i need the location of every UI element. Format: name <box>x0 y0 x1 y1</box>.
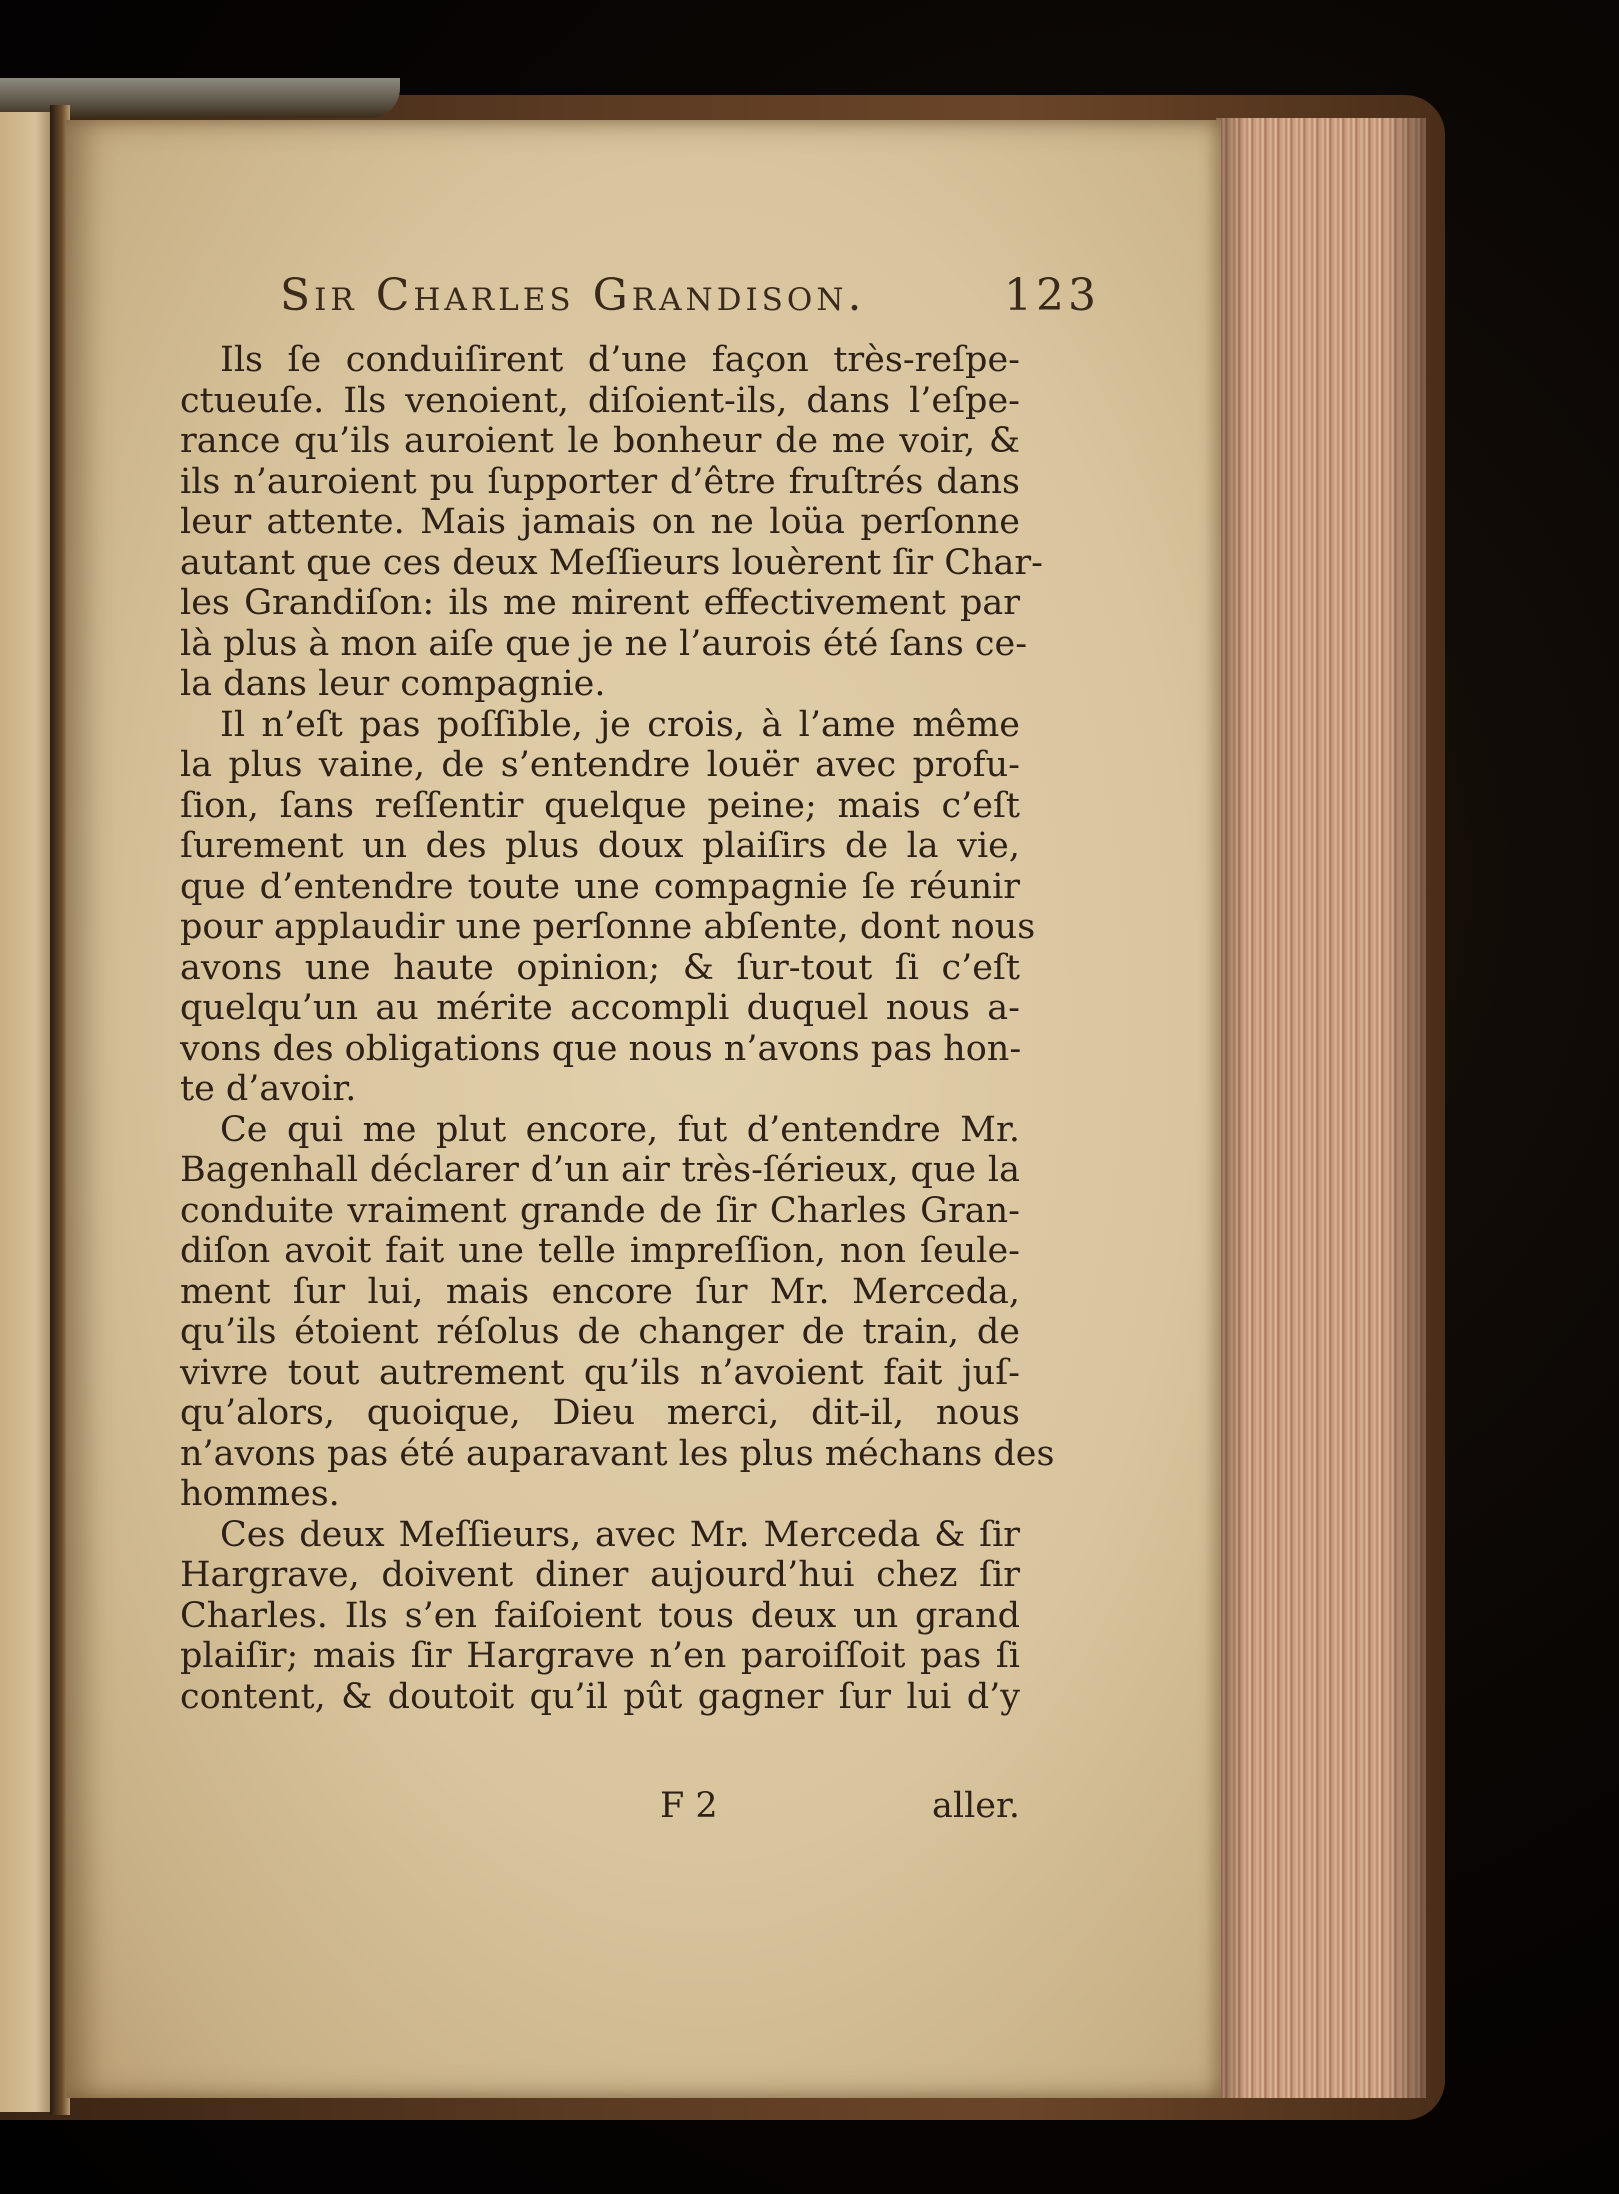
page-number: 123 <box>1004 270 1100 321</box>
text-line: plaiſir; mais ſir Hargrave n’en paroiſſoit pas ſi <box>180 1636 1020 1676</box>
text-line: vivre tout autrement qu’ils n’avoient fait juſ- <box>180 1352 1020 1393</box>
text-line: diſon avoit fait une telle impreſſion, non ſeule- <box>180 1231 1020 1271</box>
text-line: ctueuſe. Ils venoient, diſoient-ils, dans l’eſpe- <box>180 380 1020 421</box>
text-line: ſion, ſans reſſentir quelque peine; mais c’eſt <box>180 785 1020 826</box>
text-line: ment ſur lui, mais encore ſur Mr. Merceda, <box>180 1271 1020 1312</box>
text-line: conduite vraiment grande de ſir Charles Gran- <box>180 1190 1020 1231</box>
text-line: Ils ſe conduiſirent d’une façon très-reſpe- <box>220 340 1020 380</box>
running-title: Sir Charles Grandison. <box>280 270 866 321</box>
catchword: aller. <box>932 1786 1020 1826</box>
text-line: que d’entendre toute une compagnie ſe réunir <box>180 866 1020 907</box>
text-line: qu’ils étoient réſolus de changer de train, de <box>180 1312 1020 1352</box>
text-line: là plus à mon aiſe que je ne l’aurois été ſans ce- <box>180 623 1028 664</box>
signature-line <box>660 1786 1020 1830</box>
text-line: qu’alors, quoique, Dieu merci, dit-il, nous <box>180 1393 1020 1433</box>
text-line: Il n’eſt pas poſſible, je crois, à l’ame même <box>220 704 1020 745</box>
text-line: avons une haute opinion; & ſur-tout ſi c’eſt <box>180 947 1020 988</box>
text-line: content, & doutoit qu’il pût gagner ſur lui d’y <box>180 1676 1020 1717</box>
text-line: Ces deux Meſſieurs, avec Mr. Merceda & ſir <box>220 1514 1020 1555</box>
text-line: les Grandiſon: ils me mirent effectivement par <box>180 583 1020 623</box>
text-line: autant que ces deux Meſſieurs louèrent ſir Char- <box>180 542 1043 583</box>
body-text <box>180 340 1055 1717</box>
text-line: hommes. <box>180 1474 340 1514</box>
text-line: vons des obligations que nous n’avons pas hon- <box>180 1028 1022 1069</box>
running-head <box>280 270 1100 330</box>
text-line: pour applaudir une perſonne abſente, dont nous <box>180 907 1036 947</box>
fore-edge-shading <box>1216 118 1426 2098</box>
text-line: Ce qui me plut encore, fut d’entendre Mr. <box>220 1109 1020 1150</box>
text-line: ils n’auroient pu ſupporter d’être fruſtrés dans <box>180 461 1020 502</box>
text-line: Charles. Ils s’en faiſoient tous deux un grand <box>180 1595 1020 1636</box>
text-line: quelqu’un au mérite accompli duquel nous a- <box>180 988 1020 1028</box>
text-line: ſurement un des plus doux plaiſirs de la vie, <box>180 826 1020 866</box>
text-line: n’avons pas été auparavant les plus méchans des <box>180 1433 1055 1474</box>
text-line: te d’avoir. <box>180 1069 357 1109</box>
text-line: rance qu’ils auroient le bonheur de me voir, & <box>180 421 1020 461</box>
text-line: la plus vaine, de s’entendre louër avec profu- <box>180 745 1020 785</box>
text-line: leur attente. Mais jamais on ne loüa perſonne <box>180 502 1020 542</box>
text-line: Bagenhall déclarer d’un air très-ſérieux, que la <box>180 1150 1020 1190</box>
text-line: la dans leur compagnie. <box>180 664 606 704</box>
text-line: Hargrave, doivent diner aujourd’hui chez ſir <box>180 1555 1020 1595</box>
signature-mark: F 2 <box>660 1786 718 1826</box>
